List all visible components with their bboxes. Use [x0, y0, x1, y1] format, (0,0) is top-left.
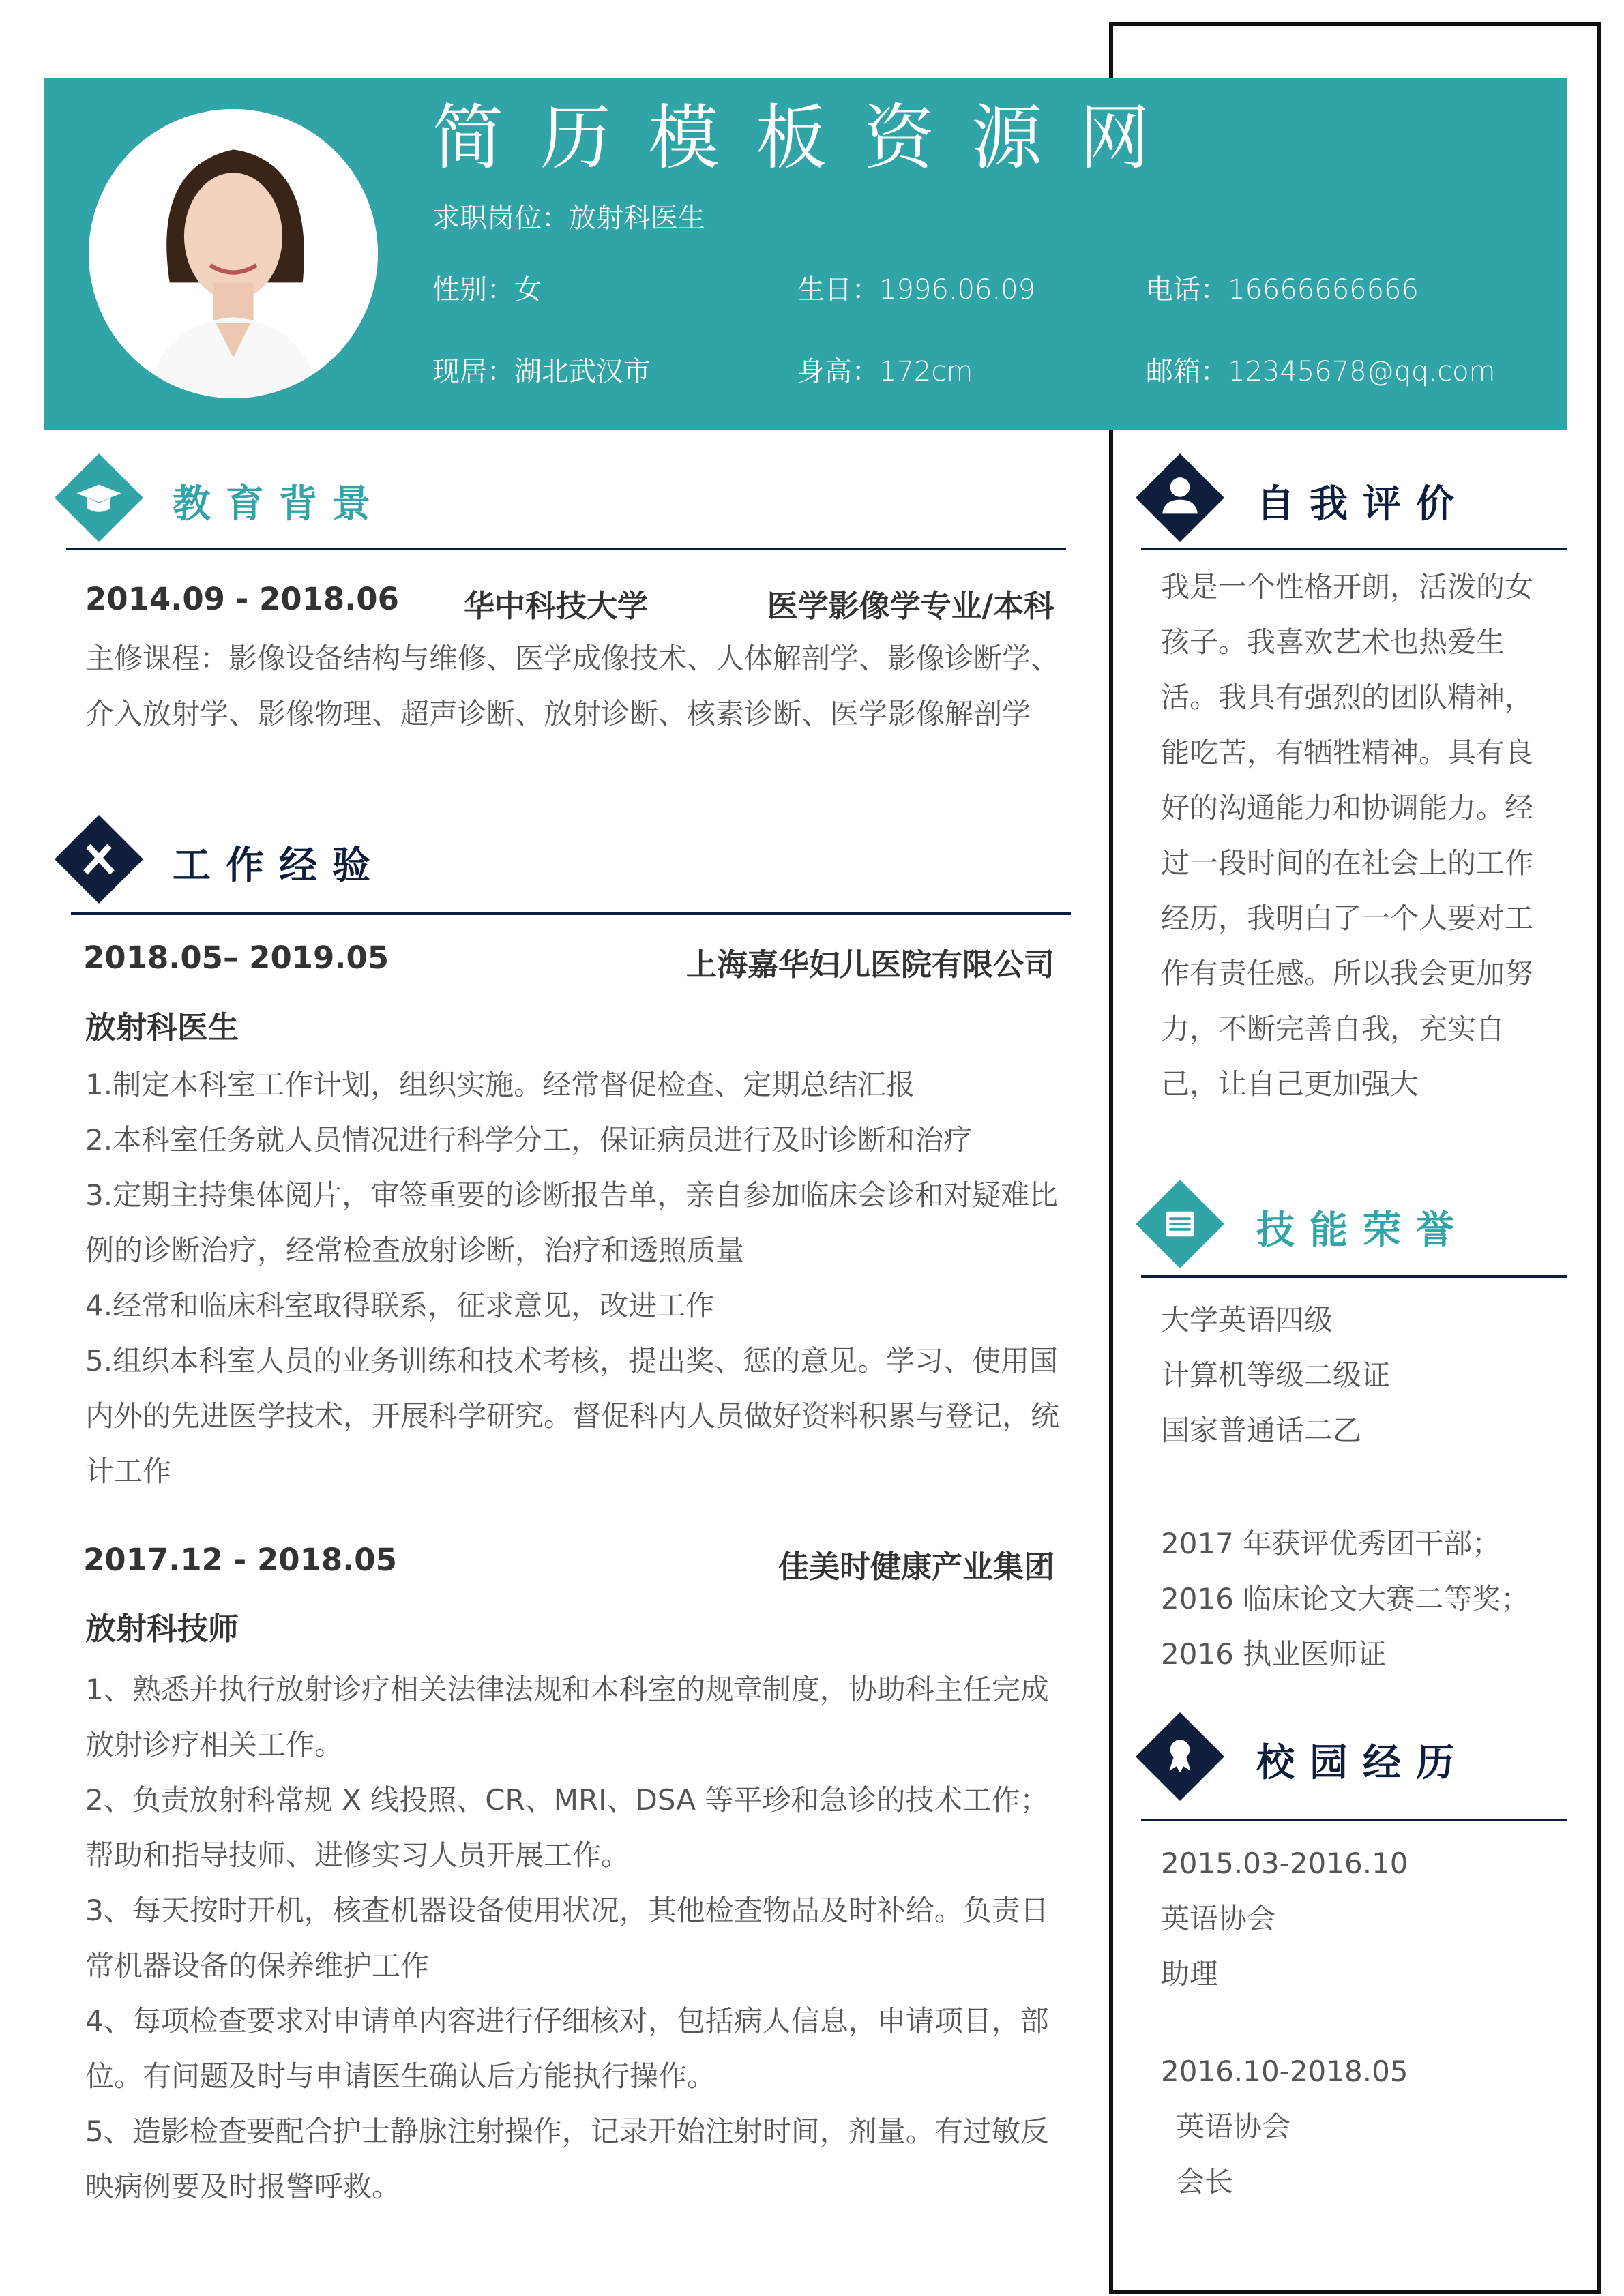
phone-field: 电话：16666666666	[1146, 274, 1419, 305]
divider	[66, 548, 1066, 550]
height-field: 身高：172cm	[797, 356, 973, 387]
campus-entry: 2016.10-2018.05 英语协会 会长	[1161, 2055, 1408, 2198]
avatar-photo	[89, 109, 378, 398]
section-title-work: 工作经验	[173, 844, 385, 888]
user-icon	[1136, 453, 1224, 542]
job-period: 2018.05– 2019.05	[83, 940, 389, 976]
job-duties: 1.制定本科室工作计划，组织实施。经常督促检查、定期总结汇报 2.本科室任务就人员情况进行科学分工，保证病员进行及时诊断和治疗 3.定期主持集体阅片，审签重要的诊断报告单，亲自参加临床会诊和对疑难比例的诊断治疗，经常检查放射诊断，治疗和透照质量 4.经常和临床科室取得联系，征求意见，改进工作 5.组织本科室人员的业务训练和技术考核，提出奖、惩的意见。学习、使用国内外的先进医学技术，开展科学研究。督促科内人员做好资料积累与登记，统计工作	[85, 1068, 1060, 1488]
edu-school: 华中科技大学	[464, 588, 649, 624]
self-evaluation-text: 我是一个性格开朗，活泼的女孩子。我喜欢艺术也热爱生活。我具有强烈的团队精神，能吃苦，有牺牲精神。具有良好的沟通能力和协调能力。经过一段时间的在社会上的工作经历，我明白了一个人要对工作有责任感。所以我会更加努力，不断完善自我，充实自己，让自己更加强大	[1161, 570, 1534, 1101]
edu-period: 2014.09 - 2018.06	[85, 581, 399, 617]
campus-entry: 2015.03-2016.10 英语协会 助理	[1161, 1847, 1408, 1991]
divider	[1141, 548, 1567, 550]
resume-title: 简历模板资源网	[432, 96, 1187, 179]
job-objective: 求职岗位：放射科医生	[432, 203, 705, 234]
email-field: 邮箱：12345678@qq.com	[1146, 356, 1496, 387]
job-role: 放射科技师	[85, 1611, 239, 1647]
job-duties: 1、熟悉并执行放射诊疗相关法律法规和本科室的规章制度，协助科主任完成放射诊疗相关工作。 2、负责放射科常规 X 线投照、CR、MRI、DSA 等平珍和急诊的技术工作；帮助和指导技师、进修实习人员开展工作。 3、每天按时开机，核查机器设备使用状况，其他检查物品及时补给。负责日常机器设备的保养维护工作 4、每项检查要求对申请单内容进行仔细核对，包括病人信息，申请项目，部位。有问题及时与申请医生确认后方能执行操作。 5、造影检查要配合护士静脉注射操作，记录开始注射时间，剂量。有过敏反映病例要及时报警呼救。	[85, 1673, 1049, 2203]
section-title-education: 教育背景	[173, 482, 385, 526]
skills-list: 大学英语四级 计算机等级二级证 国家普通话二乙	[1161, 1303, 1391, 1447]
section-title-skills: 技能荣誉	[1256, 1208, 1469, 1253]
edu-courses: 主修课程：影像设备结构与维修、医学成像技术、人体解剖学、影像诊断学、介入放射学、影像物理、超声诊断、放射诊断、核素诊断、医学影像解剖学	[85, 642, 1060, 730]
honors-list: 2017 年获评优秀团干部； 2016 临床论文大赛二等奖； 2016 执业医师证	[1161, 1527, 1530, 1671]
graduation-cap-icon	[55, 453, 143, 542]
tools-icon	[55, 815, 143, 904]
certificate-icon	[1136, 1180, 1224, 1268]
job-company: 佳美时健康产业集团	[778, 1549, 1054, 1585]
gender-field: 性别：女	[432, 274, 542, 305]
section-title-self: 自我评价	[1256, 482, 1469, 526]
birth-field: 生日：1996.06.09	[797, 274, 1036, 305]
job-period: 2017.12 - 2018.05	[83, 1542, 397, 1578]
job-company: 上海嘉华妇儿医院有限公司	[685, 946, 1054, 983]
edu-major: 医学影像学专业/本科	[767, 588, 1054, 624]
award-icon	[1136, 1712, 1224, 1801]
divider	[1141, 1275, 1567, 1278]
divider	[1141, 1819, 1567, 1821]
home-field: 现居：湖北武汉市	[432, 356, 651, 387]
job-role: 放射科医生	[85, 1009, 239, 1045]
divider	[71, 912, 1071, 915]
section-title-campus: 校园经历	[1256, 1741, 1469, 1785]
